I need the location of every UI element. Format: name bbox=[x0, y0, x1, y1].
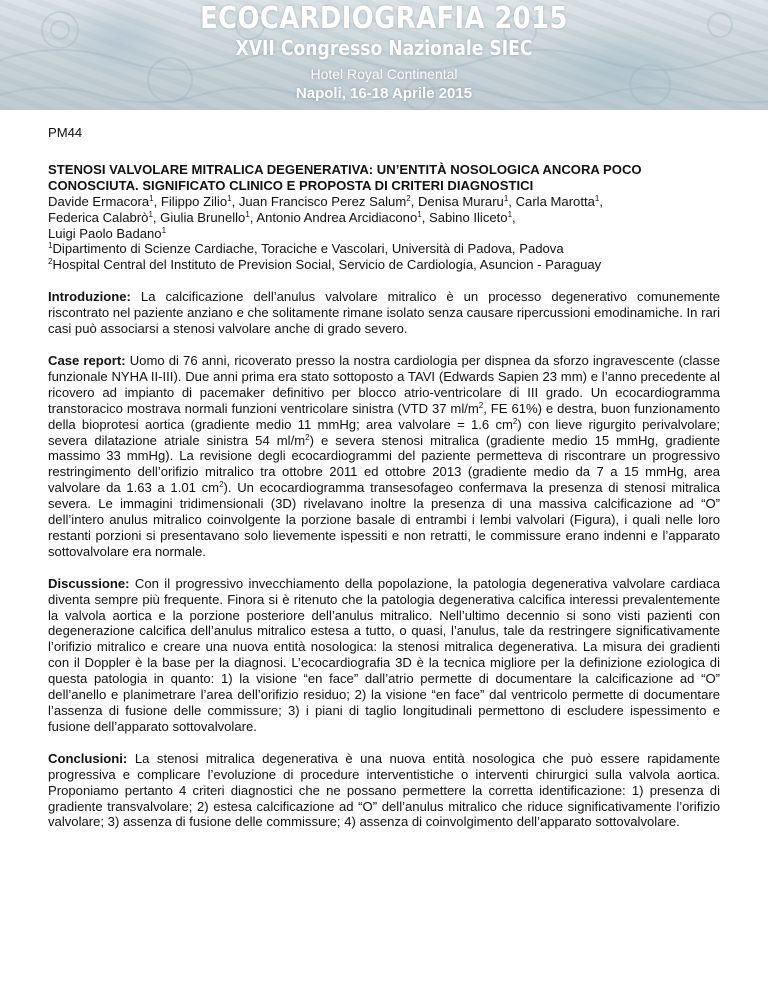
banner-titles bbox=[0, 2, 768, 104]
author-list bbox=[48, 194, 720, 242]
author: Luigi Paolo Badano$^1$ bbox=[48, 225, 167, 241]
discussion-section bbox=[48, 576, 720, 735]
author: Juan Francisco Perez Salum$^2$, bbox=[238, 193, 418, 209]
section-label: Conclusioni: bbox=[48, 750, 128, 766]
affiliation-list bbox=[48, 241, 720, 273]
section-text: La calcificazione dell’anulus valvolare mitralico è un processo degenerativo comunemente riscontrato nel paziente anziano e che solitamente rimane isolato senza causare ripercussioni emodinamiche. In rari casi può associarsi a stenosi valvolare anche di grado severo. bbox=[48, 289, 720, 337]
conference-location-dates: Napoli, 16-18 Aprile 2015 bbox=[295, 85, 473, 102]
author: Filippo Zilio$^1$, bbox=[160, 193, 239, 209]
conference-title: ECOCARDIOGRAFIA 2015 bbox=[200, 1, 568, 36]
author: Giulia Brunello$^1$, bbox=[160, 209, 257, 225]
introduction-section bbox=[48, 289, 720, 337]
abstract-code: PM44 bbox=[48, 125, 83, 140]
section-text: Con il progressivo invecchiamento della popolazione, la patologia degenerativa valvolare cardiaca diventa sempre più frequente. Finora si è ritenuto che la patologia degenerativa calcifica interessi prevalentemente la valvola aortica e la porzione posteriore dell’anulus mitralico. Nell’ultimo decennio si sono visti pazienti con degenerazione calcifica dell’anulus mitralico estesa a tutto, o quasi, l’anulus, tale da restringere significativamente l’orifizio mitralico e creare una nuova entità nosologica: la stenosi mitralica degenerativa. La misura dei gradienti con il Doppler è la base per la diagnosi. L’ecocardiografia 3D è la tecnica migliore per la definizione eziologica di questa patologia in quanto: 1) la visione “en face” dall’atrio permette di documentare la calcificazione ad “O” dell’anello e planimetrare l’area dell’orifizio residuo; 2) la visione “en face” dal ventricolo permette di documentare l’assenza di fusione delle commissure; 3) i piani di taglio longitudinali permettono di escludere ispessimento e fusione dell’apparato sottovalvolare. bbox=[48, 575, 721, 734]
author: Sabino Iliceto$^1$, bbox=[428, 209, 516, 225]
conclusions-section bbox=[48, 751, 720, 831]
section-text: Uomo di 76 anni, ricoverato presso la nostra cardiologia per dispnea da sforzo ingravescente (classe funzionale NYHA II-III). Due anni prima era stato sottoposto a TAVI (Edwards Sapien 23 mm) e l’anno precedente al ricovero ad impianto di pacemaker definitivo per blocco atrio-ventricolare di III grado. Un ecocardiogramma transtoracico mostrava normali funzioni ventricolare sinistra (VTD 37 $ml/m^2$, FE 61%) e destra, buon funzionamento della bioprotesi aortica (gradiente medio 11 mmHg; area valvolare = 1.6 $cm^2$) con lieve rigurgito perivalvolare; severa dilatazione atriale sinistra 54 $ml/m^2$) e severa stenosi mitralica (gradiente medio 15 mmHg, gradiente massimo 33 mmHg). La revisione degli ecocardiogrammi del paziente permetteva di riscontrare un progressivo restringimento dell’orifizio mitralico tra ottobre 2011 ed ottobre 2013 (gradiente medio da 7 a 15 mmHg, area valvolare da 1.63 a 1.01 $cm^2$). Un ecocardiogramma transesofageo confermava la presenza di stenosi mitralica severa. Le immagini tridimensionali (3D) rivelavano inoltre la presenza di una massiva calcificazione ad “O” dell’intero anulus mitralico coinvolgente la porzione basale di entrambi i lembi valvolari (Figura), i quali nelle loro restanti porzioni si presentavano solo lievemente ispessiti e non retratti, le commissure erano indenni e l’apparato sottovalvolare era normale. bbox=[48, 352, 721, 559]
affiliation: $^2$Hospital Central del Instituto de Prevision Social, Servicio de Cardiologia, Asuncion - Paraguay bbox=[48, 257, 602, 273]
abstract-title bbox=[48, 162, 720, 194]
conference-venue: Hotel Royal Continental bbox=[310, 66, 458, 82]
section-label: Discussione: bbox=[48, 575, 130, 591]
section-label: Introduzione: bbox=[48, 289, 131, 305]
affiliation: $^1$Dipartimento di Scienze Cardiache, Toraciche e Vascolari, Università di Padova, Padova bbox=[48, 241, 564, 257]
author: Carla Marotta$^1$, bbox=[515, 193, 603, 209]
case-report-section bbox=[48, 353, 720, 560]
author: Davide Ermacora$^1$, bbox=[48, 193, 161, 209]
conference-banner bbox=[0, 0, 768, 110]
abstract-body bbox=[48, 125, 720, 830]
author: Federica Calabrò$^1$, bbox=[48, 209, 161, 225]
author: Denisa Muraru$^1$, bbox=[417, 193, 516, 209]
conference-subtitle: XVII Congresso Nazionale SIEC bbox=[235, 36, 533, 60]
section-text: La stenosi mitralica degenerativa è una nuova entità nosologica che può essere rapidamente progressiva e complicare l’evoluzione di procedure interventistiche o interventi chirurgici sulla valvola aortica. Proponiamo pertanto 4 criteri diagnostici che ne possano permettere la corretta identificazione: 1) presenza di gradiente transvalvolare; 2) estesa calcificazione ad “O” dell’anulus mitralico che riduce significativamente l’orifizio valvolare; 3) assenza di fusione delle commissure; 4) assenza di coinvolgimento dell’apparato sottovalvolare. bbox=[48, 750, 720, 830]
section-label: Case report: bbox=[48, 352, 126, 368]
author: Antonio Andrea Arcidiacono$^1$, bbox=[256, 209, 429, 225]
abstract-title-line-1: STENOSI VALVOLARE MITRALICA DEGENERATIVA: UN’ENTITÀ NOSOLOGICA ANCORA POCO bbox=[48, 161, 642, 177]
abstract-title-line-2: CONOSCIUTA. SIGNIFICATO CLINICO E PROPOSTA DI CRITERI DIAGNOSTICI bbox=[48, 177, 534, 193]
